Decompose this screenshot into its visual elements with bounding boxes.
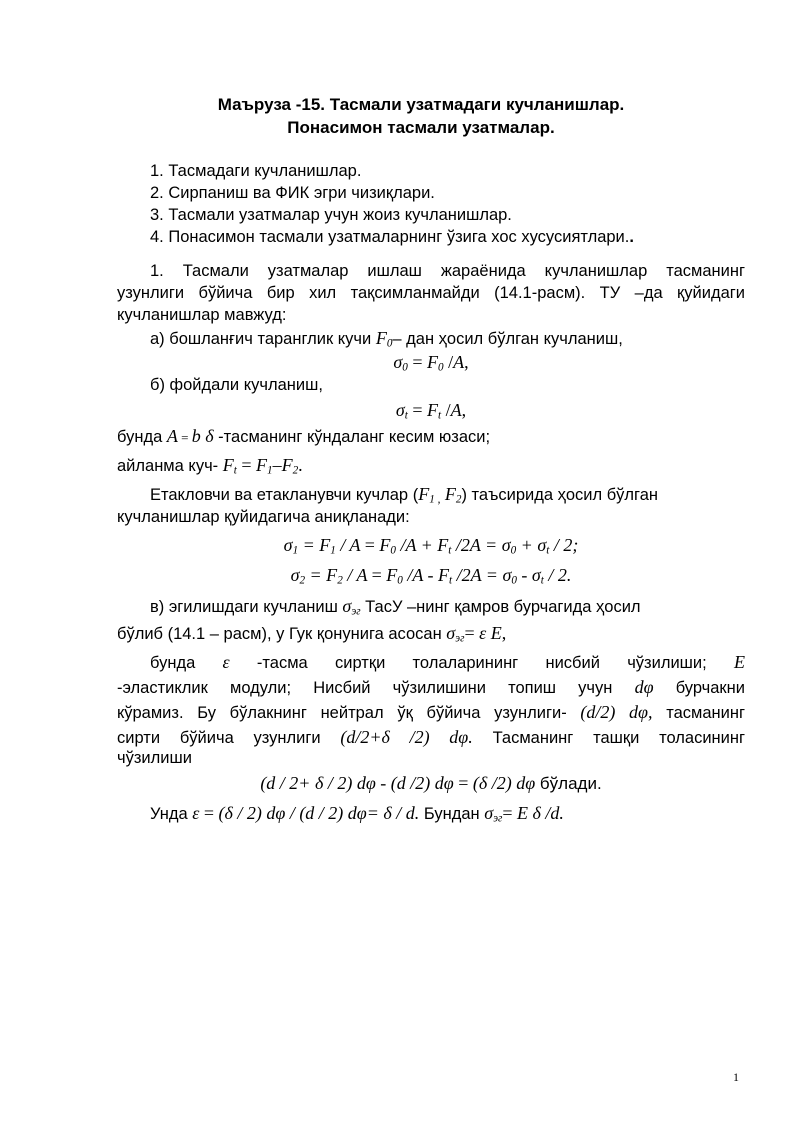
formula-sigmat: $\sigma_t = F_t$ /A, (395, 400, 467, 422)
lecture-subtitle: Понасимон тасмали узатмалар. (287, 118, 555, 137)
paragraph-3-line-5: чўзилиши (117, 749, 192, 767)
final-result-line: Унда ε = (δ / 2) dφ / (d / 2) dφ= δ / d. Бундан $\sigma_{эг}= E$ δ /d. (150, 803, 564, 825)
paragraph-2-line-2: кучланишлар қуйидагича аниқланади: (117, 508, 410, 526)
formula-sigma0: $\sigma_0 = F_0$ /A, (393, 352, 469, 374)
paragraph-1-line-1: 1. Тасмали узатмалар ишлаш жараёнида кучланишлар тасманинг (150, 262, 745, 280)
paragraph-3-line-1: бунда ε -тасма сиртқи толаларининг нисбий чўзилиши; E (150, 652, 745, 672)
circumferential-force-line: айланма куч- $F_t = F_1-F_2$. (117, 455, 303, 477)
formula-sigma2: $\sigma_2 = F_2 / A = F_0$ $/A - F_t$ $/2A = \sigma_0 - \sigma_t / 2$. (290, 565, 572, 587)
paragraph-1-line-2: узунлиги бўйича бир хил тақсимланмайди (14.1-расм). ТУ –да қуйидаги (117, 284, 745, 302)
formula-sigma1: $\sigma_1 = F_1 / A = F_0$ $/A + F_t$ $/2A = \sigma_0 + \sigma_t / 2$; (283, 535, 579, 557)
formula-elongation: (d / 2+ δ / 2) dφ - (d /2) dφ = (δ /2) dφ бўлади. (260, 773, 602, 793)
initial-tension-line: а) бошланғич таранглик кучи $F_0-$ дан ҳосил бўлган кучланиш, (150, 328, 623, 350)
hooke-law-line: бўлиб (14.1 – расм), у Гук қонунига асосан $\sigma_{эг}= \varepsilon$ E, (117, 623, 507, 645)
paragraph-2-line-1: Етакловчи ва етакланувчи кучлар ($F_{1 ,}$ $F_2$) таъсирида ҳосил бўлган (150, 484, 659, 506)
bending-stress-line: в) эгилишдаги кучланиш $\sigma_{эг}$ ТасУ –нинг қамров бурчагида ҳосил (150, 596, 641, 618)
useful-stress-line: б) фойдали кучланиш, (150, 376, 323, 394)
lecture-title: Маъруза -15. Тасмали узатмадаги кучланишлар. (217, 95, 625, 114)
paragraph-3-line-2: -эластиклик модули; Нисбий чўзилишини топиш учун dφ бурчакни (117, 677, 745, 697)
outline-item-3: 3. Тасмали узатмалар учун жоиз кучланишлар. (150, 206, 512, 224)
paragraph-1-line-3: кучланишлар мавжуд: (117, 306, 287, 324)
page-number: 1 (733, 1070, 739, 1084)
cross-section-line: бунда A = b δ -тасманинг кўндаланг кесим юзаси; (117, 426, 491, 446)
outline-item-4: 4. Понасимон тасмали узатмаларнинг ўзига хос хусусиятлари.. (150, 228, 634, 246)
outline-item-2: 2. Сирпаниш ва ФИК эгри чизиқлари. (150, 184, 435, 202)
paragraph-3-line-4: сирти бўйича узунлиги (d/2+δ /2) dφ. Тасманинг ташқи толасининг (117, 727, 746, 747)
outline-item-1: 1. Тасмадаги кучланишлар. (150, 162, 362, 180)
paragraph-3-line-3: кўрамиз. Бу бўлакнинг нейтрал ўқ бўйича узунлиги- (d/2) dφ, тасманинг (117, 702, 745, 722)
